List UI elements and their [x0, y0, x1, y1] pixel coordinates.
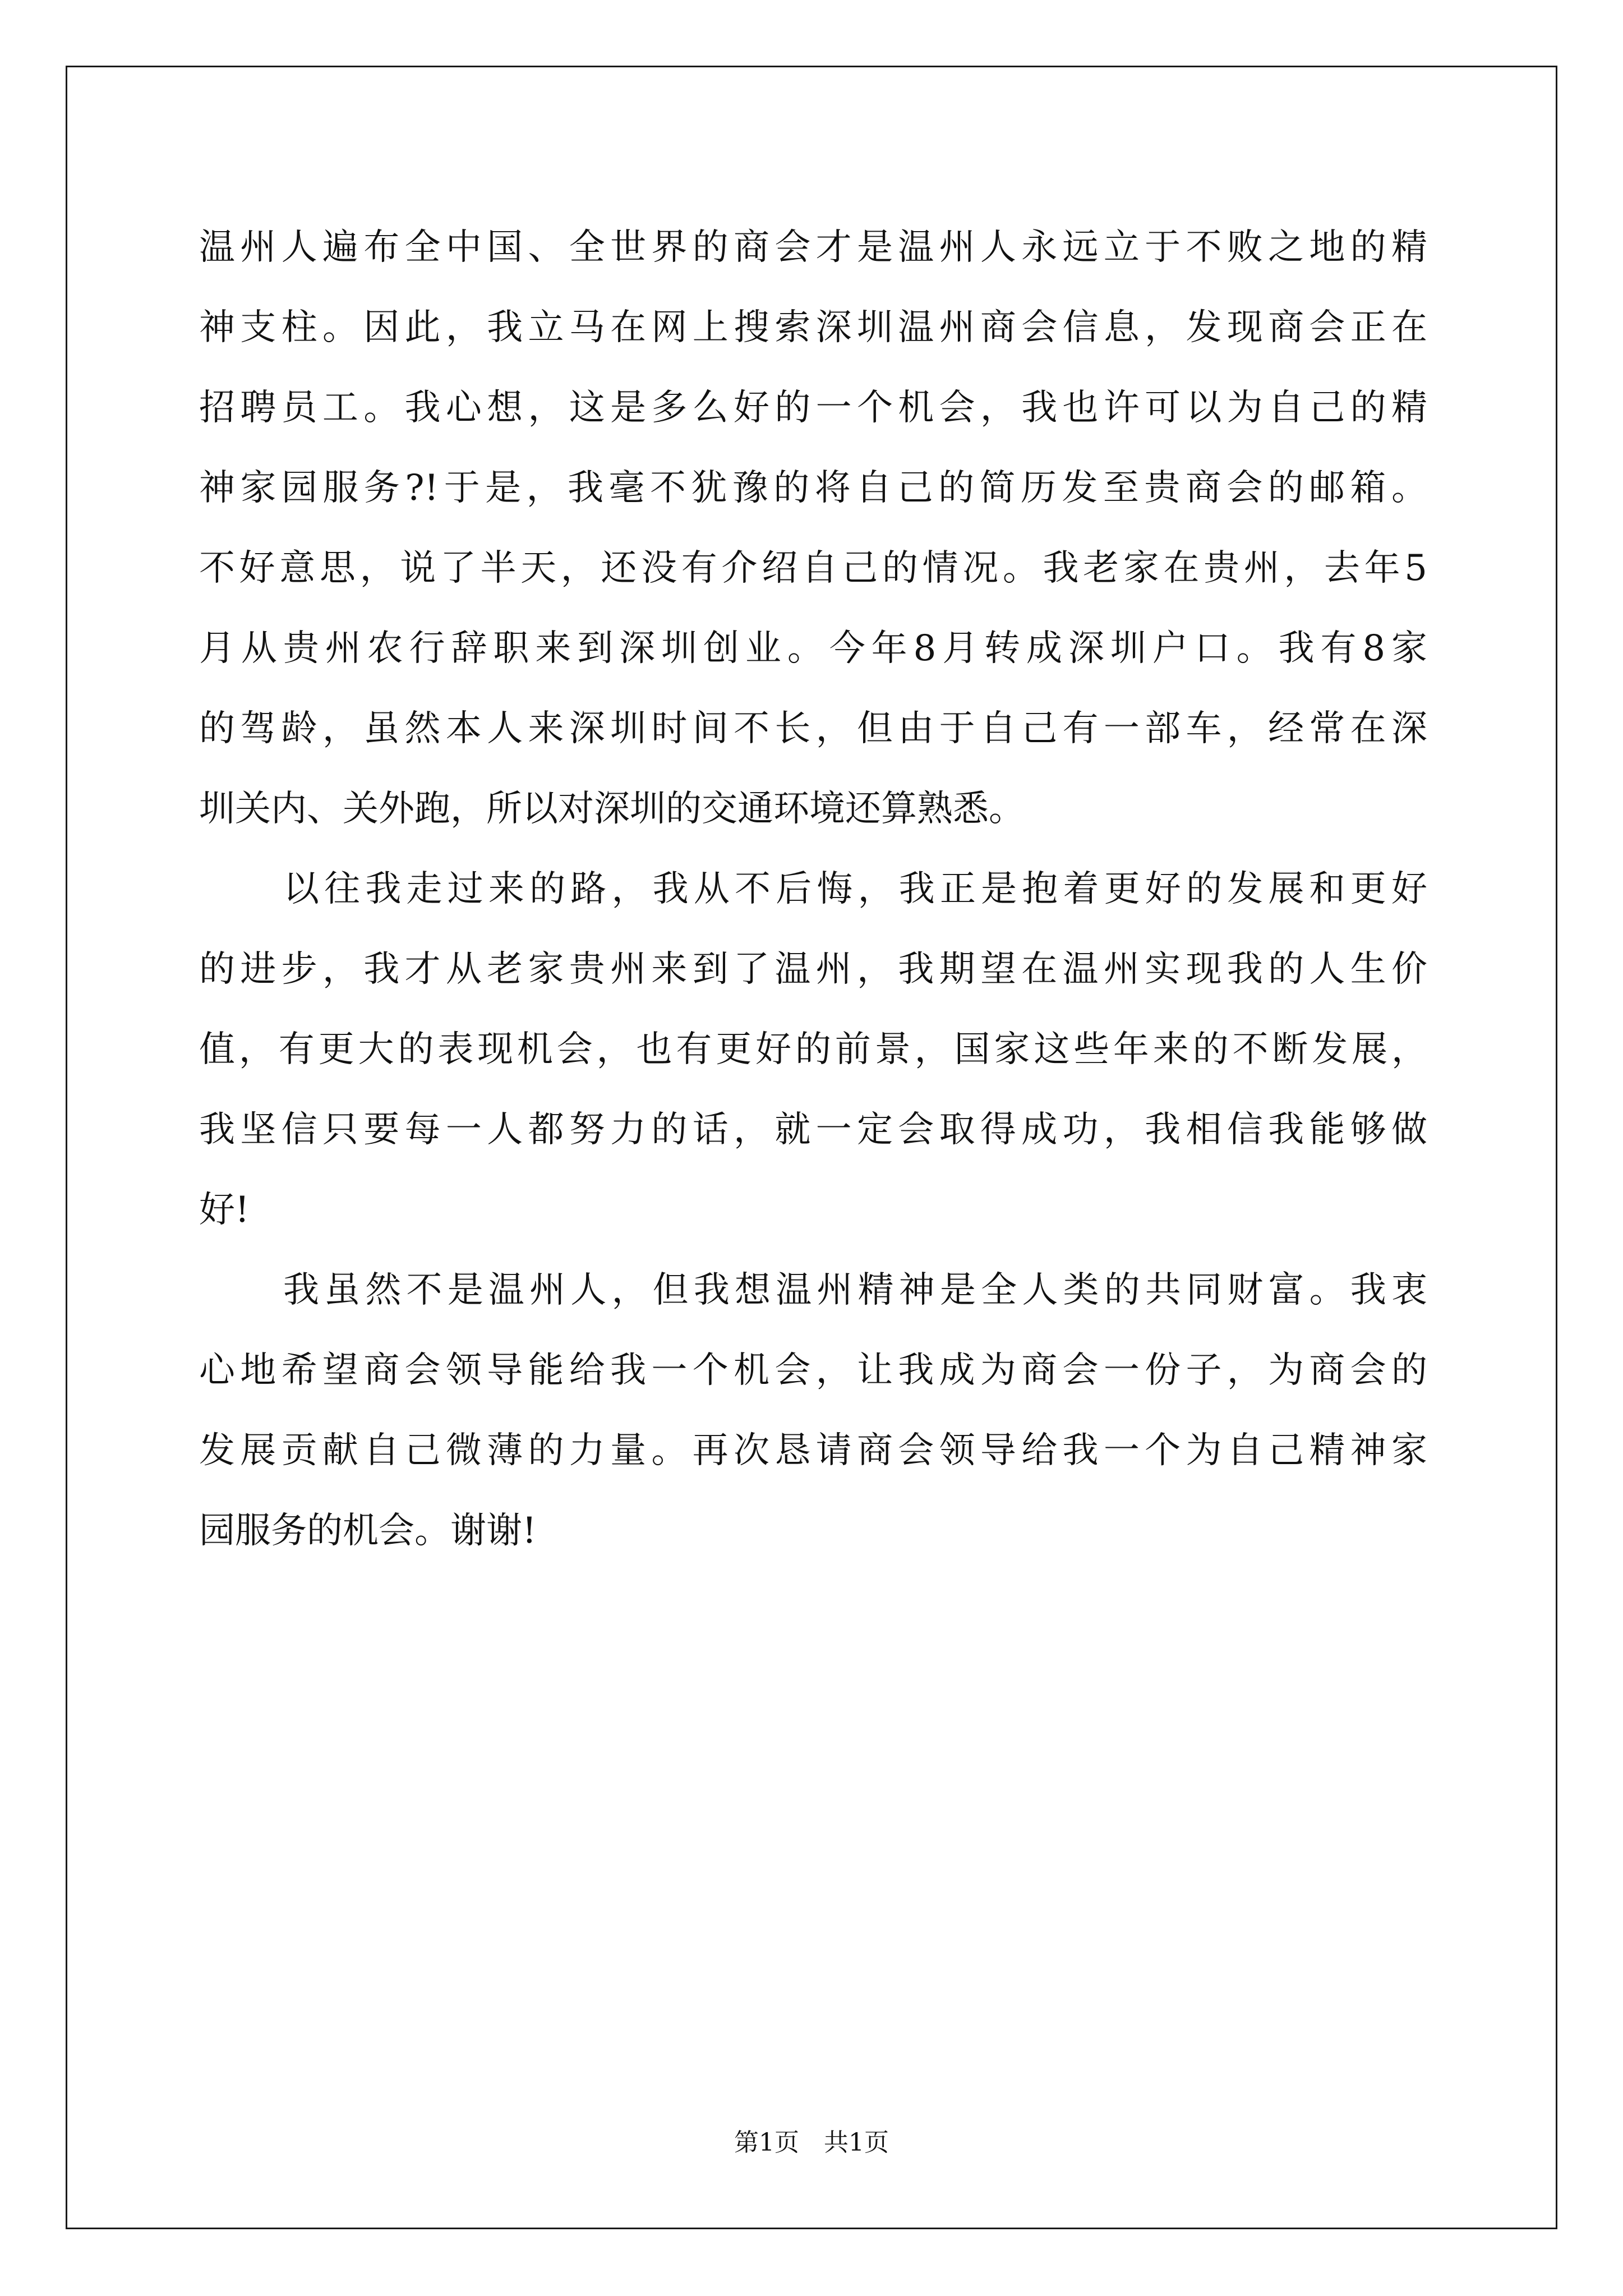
text-line: 好!: [199, 1189, 250, 1231]
page-number: 第1页 共1页: [734, 2128, 889, 2157]
text-line: 月从贵州农行辞职来到深圳创业。今年8月转成深圳户口。我有8家: [199, 628, 1427, 669]
page-footer: [0, 2126, 1623, 2160]
text-line: 招聘员工。我心想，这是多么好的一个机会，我也许可以为自己的精: [199, 387, 1427, 429]
text-line: 神家园服务?!于是，我毫不犹豫的将自己的简历发至贵商会的邮箱。: [199, 467, 1427, 509]
text-line: 的进步，我才从老家贵州来到了温州，我期望在温州实现我的人生价: [199, 949, 1427, 990]
text-line: 神支柱。因此，我立马在网上搜索深圳温州商会信息，发现商会正在: [199, 307, 1427, 348]
text-line: 以往我走过来的路，我从不后悔，我正是抱着更好的发展和更好: [283, 868, 1427, 910]
text-line: 发展贡献自己微薄的力量。再次恳请商会领导给我一个为自己精神家: [199, 1430, 1427, 1471]
text-line: 温州人遍布全中国、全世界的商会才是温州人永远立于不败之地的精: [199, 227, 1427, 268]
text-line: 我虽然不是温州人，但我想温州精神是全人类的共同财富。我衷: [283, 1269, 1427, 1311]
text-line: 园服务的机会。谢谢!: [199, 1510, 537, 1552]
text-line: 值，有更大的表现机会，也有更好的前景，国家这些年来的不断发展，: [199, 1029, 1427, 1070]
text-line: 不好意思，说了半天，还没有介绍自己的情况。我老家在贵州，去年5: [199, 547, 1427, 589]
text-line: 我坚信只要每一人都努力的话，就一定会取得成功，我相信我能够做: [199, 1109, 1427, 1151]
document-body: [199, 208, 1427, 1571]
text-line: 的驾龄，虽然本人来深圳时间不长，但由于自己有一部车，经常在深: [199, 708, 1427, 749]
text-line: 圳关内、关外跑，所以对深圳的交通环境还算熟悉。: [199, 788, 1025, 830]
text-line: 心地希望商会领导能给我一个机会，让我成为商会一份子，为商会的: [199, 1350, 1427, 1391]
